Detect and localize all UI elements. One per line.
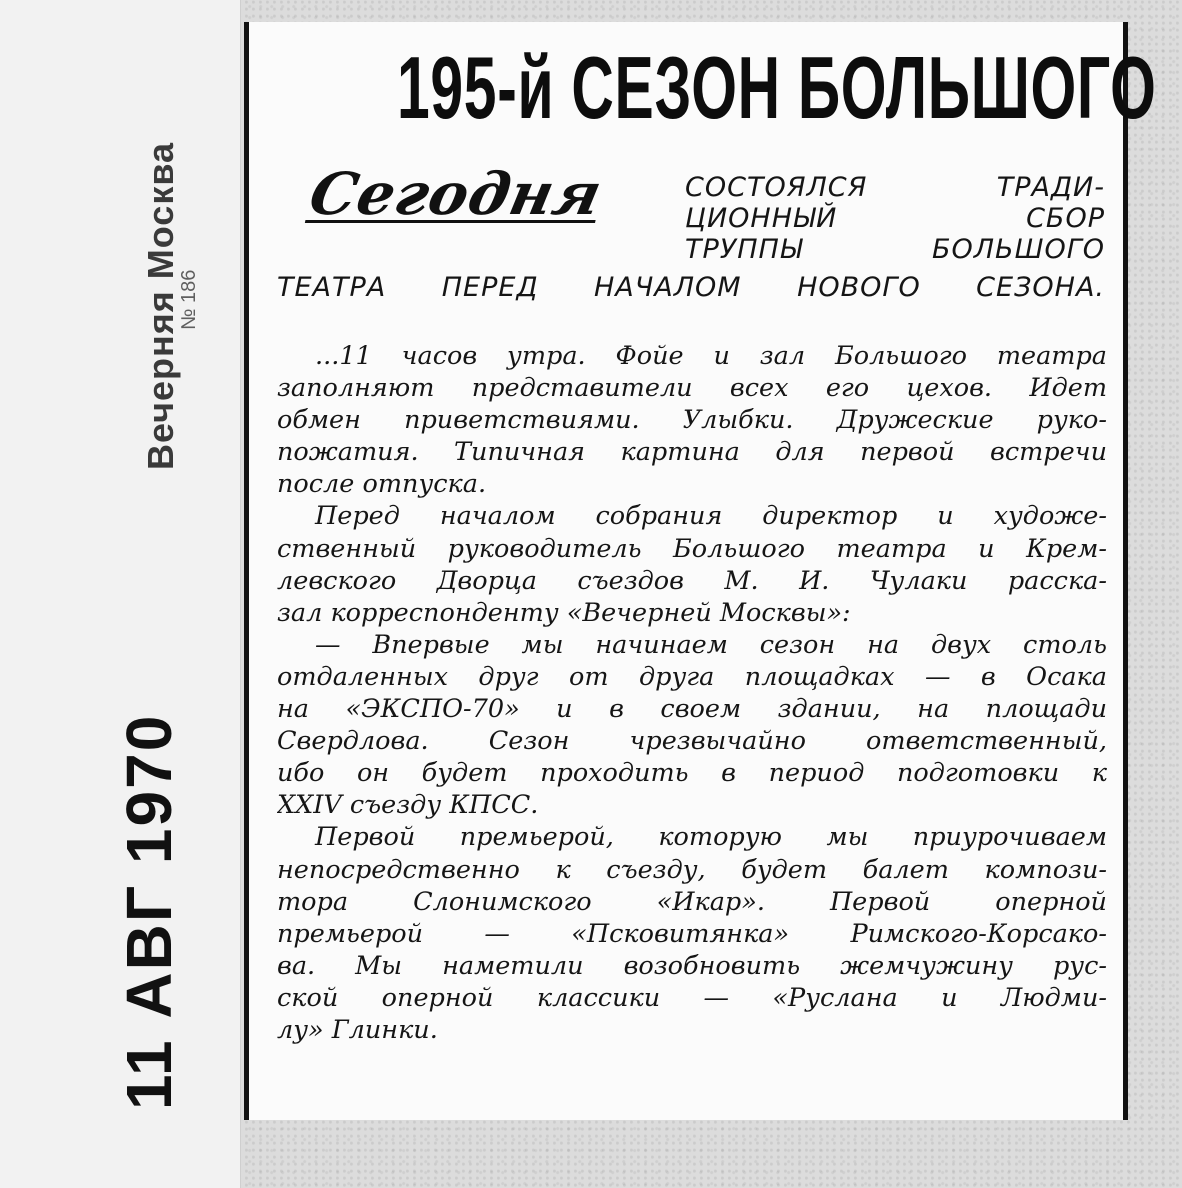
body-line: тора Слонимского «Икар». Первой оперной	[277, 886, 1107, 917]
article-body	[277, 340, 1107, 1046]
body-line: Свердлова. Сезон чрезвычайно ответственный,	[277, 726, 1107, 757]
article-headline: 195-й СЕЗОН БОЛЬШОГО	[397, 38, 1157, 138]
lead-line-full: ТЕАТРА ПЕРЕД НАЧАЛОМ НОВОГО СЕЗОНА.	[277, 272, 1105, 303]
lead-line: СОСТОЯЛСЯ ТРАДИ-	[685, 172, 1105, 203]
rubric-label: Сегодня	[303, 160, 609, 228]
body-line: лу» Глинки.	[277, 1014, 438, 1045]
body-line: после отпуска.	[277, 469, 487, 500]
body-line: премьерой — «Псковитянка» Римского-Корсако-	[277, 918, 1107, 949]
body-line: отдаленных друг от друга площадках — в Осака	[277, 661, 1107, 692]
body-line: зал корреспонденту «Вечерней Москвы»:	[277, 597, 851, 628]
date-stamp: 11 АВГ 1970	[113, 713, 185, 1110]
body-line: левского Дворца съездов М. И. Чулаки расска-	[277, 565, 1107, 596]
newspaper-stamp: Вечерняя Москва	[140, 141, 181, 470]
lead-line: ЦИОННЫЙ СБОР	[685, 203, 1105, 234]
body-line: ...11 часов утра. Фойе и зал Большого театра	[315, 341, 1107, 371]
body-line: непосредственно к съезду, будет балет компози-	[277, 854, 1107, 885]
newspaper-clipping	[244, 22, 1157, 1120]
body-line: пожатия. Типичная картина для первой встречи	[277, 437, 1107, 468]
body-line: ской оперной классики — «Руслана и Людми-	[277, 982, 1107, 1013]
issue-number-stamp: № 186	[178, 269, 200, 330]
body-line: — Впервые мы начинаем сезон на двух столь	[315, 629, 1107, 660]
body-line: Первой премьерой, которую мы приурочиваем	[315, 822, 1107, 853]
body-line: Перед началом собрания директор и художе-	[315, 501, 1107, 532]
body-line: заполняют представители всех его цехов. Идет	[277, 373, 1107, 404]
archive-margin	[0, 0, 241, 1188]
body-line: обмен приветствиями. Улыбки. Дружеские руко-	[277, 405, 1107, 436]
body-line: на «ЭКСПО-70» и в своем здании, на площади	[277, 694, 1107, 725]
body-line: XXIV съезду КПСС.	[277, 790, 539, 821]
body-line: ибо он будет проходить в период подготовки к	[277, 758, 1107, 789]
article-lead	[685, 172, 1105, 265]
body-line: ственный руководитель Большого театра и Крем-	[277, 533, 1107, 564]
body-line: ва. Мы наметили возобновить жемчужину рус-	[277, 950, 1107, 981]
lead-line: ТРУППЫ БОЛЬШОГО	[685, 234, 1105, 265]
